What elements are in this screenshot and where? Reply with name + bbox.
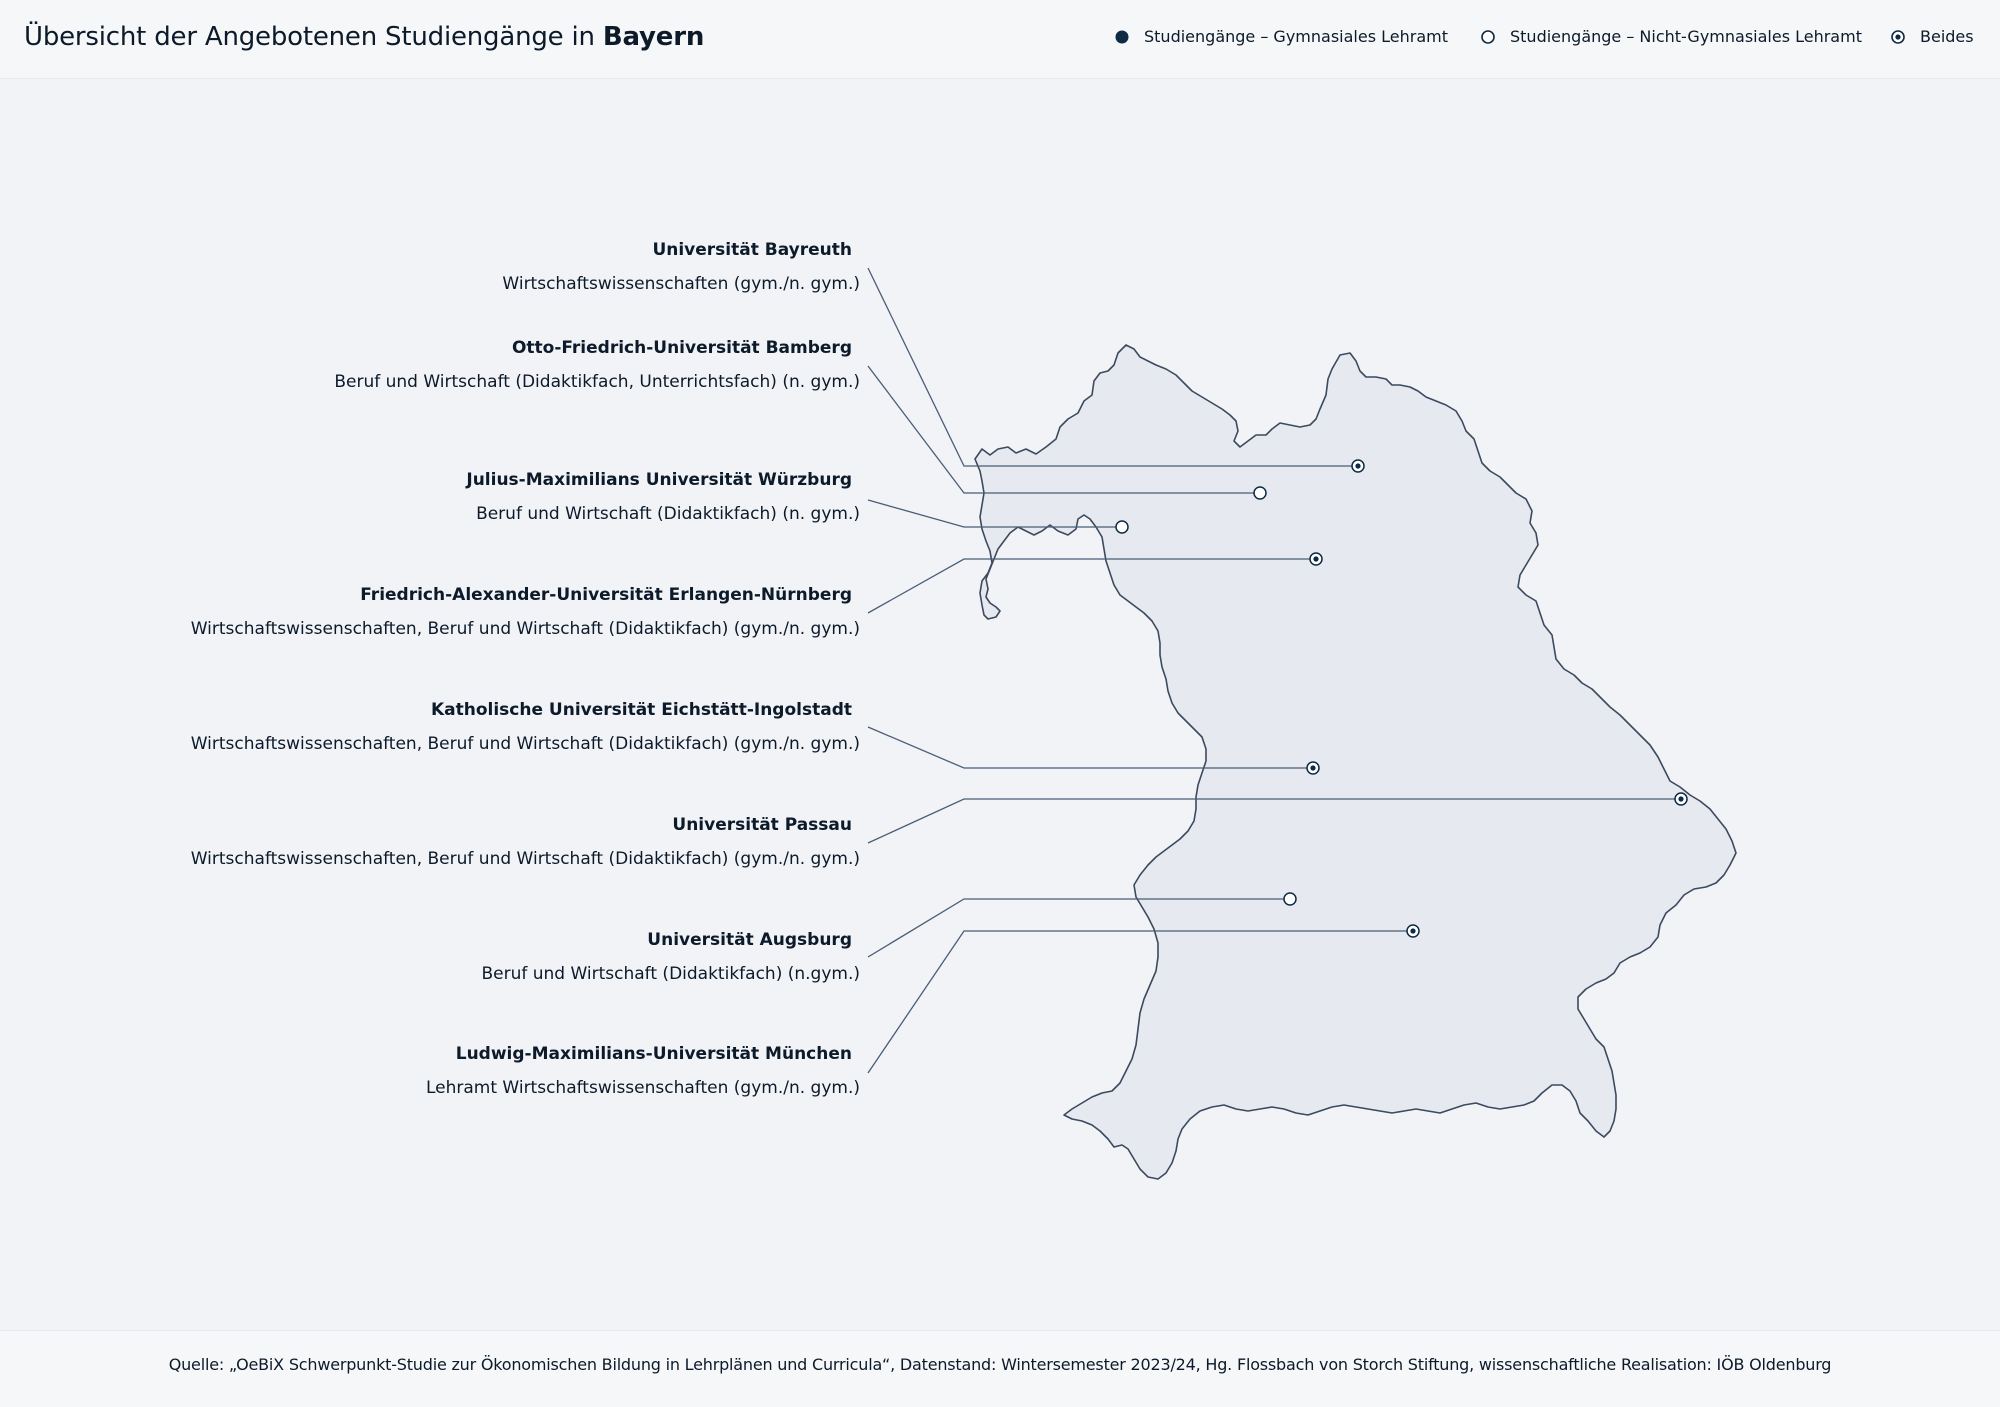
legend-label-nicht-gymnasial: Studiengänge – Nicht-Gymnasiales Lehramt [1510, 27, 1862, 46]
university-name: Otto-Friedrich-Universität Bamberg [511, 338, 852, 358]
university-marker [1310, 553, 1322, 565]
source-note: Quelle: „OeBiX Schwerpunkt-Studie zur Ökonomischen Bildung in Lehrplänen und Curricula“, Datenstand: Wintersemester 2023/24, Hg. Flossbach von Storch Stiftung, wissenschaftliche Realisation: IÖB Oldenburg [168, 1355, 1832, 1374]
university-marker [1675, 793, 1687, 805]
university-entry [502, 239, 860, 295]
dot-in-circle-icon [1890, 29, 1906, 45]
university-entry [481, 929, 860, 985]
legend-gymnasial [1114, 26, 1448, 48]
university-course: Wirtschaftswissenschaften (gym./n. gym.) [502, 274, 860, 294]
legend-label-gymnasial: Studiengänge – Gymnasiales Lehramt [1144, 27, 1448, 46]
university-entry [191, 699, 860, 755]
university-name: Universität Augsburg [647, 930, 852, 950]
university-entry [466, 469, 860, 525]
university-entry [426, 1043, 860, 1099]
university-entry [191, 814, 860, 870]
university-name: Katholische Universität Eichstätt-Ingolstadt [430, 700, 852, 720]
university-entry [334, 337, 860, 393]
university-name: Julius-Maximilians Universität Würzburg [466, 470, 852, 490]
university-marker [1116, 521, 1128, 533]
university-entry [191, 584, 860, 640]
university-course: Wirtschaftswissenschaften, Beruf und Wirtschaft (Didaktikfach) (gym./n. gym.) [190, 734, 860, 754]
title-region: Bayern [602, 22, 705, 52]
university-course: Lehramt Wirtschaftswissenschaften (gym./n. gym.) [425, 1078, 860, 1098]
university-name: Ludwig-Maximilians-Universität München [455, 1044, 852, 1064]
university-marker [1407, 925, 1419, 937]
university-course: Wirtschaftswissenschaften, Beruf und Wirtschaft (Didaktikfach) (gym./n. gym.) [190, 849, 860, 869]
university-marker [1352, 460, 1364, 472]
university-name: Friedrich-Alexander-Universität Erlangen-Nürnberg [360, 585, 852, 605]
legend-nicht-gymnasial [1480, 26, 1862, 48]
university-course: Wirtschaftswissenschaften, Beruf und Wirtschaft (Didaktikfach) (gym./n. gym.) [190, 619, 860, 639]
title-prefix: Übersicht der Angebotenen Studiengänge in [24, 22, 603, 52]
university-course: Beruf und Wirtschaft (Didaktikfach) (n.gym.) [481, 964, 860, 984]
legend-beides [1890, 26, 1974, 48]
header-bar [0, 0, 2000, 79]
map-area [0, 79, 2000, 1329]
open-circle-icon [1480, 29, 1496, 45]
university-marker [1307, 762, 1319, 774]
university-marker [1284, 893, 1296, 905]
university-name: Universität Passau [672, 815, 852, 835]
university-course: Beruf und Wirtschaft (Didaktikfach) (n. gym.) [476, 504, 860, 524]
university-name: Universität Bayreuth [652, 240, 852, 260]
footer-bar [0, 1330, 2000, 1407]
university-course: Beruf und Wirtschaft (Didaktikfach, Unterrichtsfach) (n. gym.) [334, 372, 860, 392]
filled-circle-icon [1114, 29, 1130, 45]
legend-label-beides: Beides [1920, 27, 1974, 46]
university-marker [1254, 487, 1266, 499]
page-title [24, 20, 704, 54]
